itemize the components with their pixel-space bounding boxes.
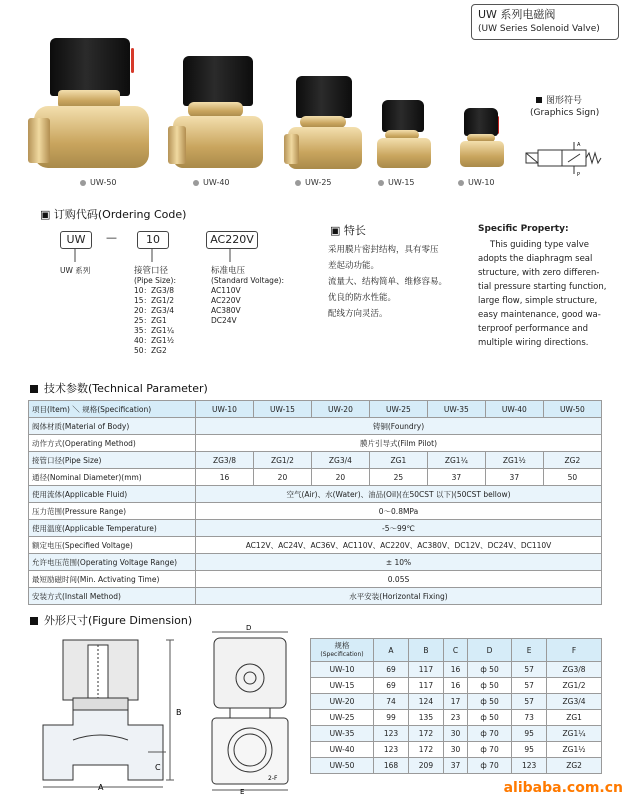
svg-text:C: C	[155, 763, 161, 772]
table-row: UW-25 99 135 23 ф 50 73 ZG1	[311, 710, 602, 726]
pipe-option: 15：ZG1/2	[134, 296, 175, 305]
table-row: 规格 (Specification) A B C D E F	[311, 639, 602, 662]
product-label-uw-25: UW-25	[295, 178, 332, 187]
features-heading: ▣ 特长	[330, 224, 366, 237]
graphics-sign-title: 图形符号	[536, 93, 582, 106]
table-row: UW-40 123 172 30 ф 70 95 ZG1½	[311, 742, 602, 758]
code-box-size: 10	[137, 231, 169, 249]
voltage-option: AC380V	[211, 306, 241, 315]
product-label-uw-40: UW-40	[193, 178, 230, 187]
table-row: 最短励磁时间(Min. Activating Time) 0.05S	[29, 571, 602, 588]
svg-text:A: A	[577, 142, 581, 148]
series-title-cn: UW 系列电磁阀	[478, 8, 556, 21]
pipe-option: 50：ZG2	[134, 346, 167, 355]
table-row: UW-50 168 209 37 ф 70 123 ZG2	[311, 758, 602, 774]
table-row: 额定电压(Specified Voltage) AC12V、AC24V、AC36V、AC110V、AC220V、AC380V、DC12V、DC24V、DC110V	[29, 537, 602, 554]
svg-text:2-F: 2-F	[268, 775, 278, 782]
table-row: UW-35 123 172 30 ф 70 95 ZG1¼	[311, 726, 602, 742]
table-row: 使用温度(Applicable Temperature) -5～99℃	[29, 520, 602, 537]
code-box-voltage: AC220V	[206, 231, 258, 249]
series-label: UW 系列	[60, 266, 91, 275]
svg-text:A: A	[98, 783, 104, 790]
pipe-option: 20：ZG3/4	[134, 306, 175, 315]
pipe-size-block: 接管口径 (Pipe Size): 10：ZG3/8 15：ZG1/2 20：ZG3/4 25：ZG1 35：ZG1¼ 40：ZG1½ 50：ZG2	[134, 266, 176, 355]
valve-uw-15-image	[374, 98, 434, 170]
dimension-table	[310, 638, 602, 774]
svg-text:P: P	[577, 172, 581, 178]
table-row: UW-20 74 124 17 ф 50 57 ZG3/4	[311, 694, 602, 710]
voltage-option: AC220V	[211, 296, 241, 305]
svg-text:B: B	[176, 708, 182, 717]
code-box-series: UW	[60, 231, 92, 249]
technical-heading: 技术参数(Technical Parameter)	[30, 380, 208, 396]
code-dash: —	[106, 231, 117, 244]
table-row: 通径(Nominal Diameter)(mm) 16 20 20 25 37 37 50	[29, 469, 602, 486]
watermark: alibaba.com.cn	[503, 780, 623, 796]
series-title-box	[471, 4, 619, 40]
svg-text:E: E	[240, 788, 245, 794]
specific-property-text: This guiding type valve adopts the diaphragm seal structure, with zero differen- tial pressure starting function, large flow, simple structure, easy maintenance, good wa- terproof performance and multiple wiring directions.	[478, 240, 607, 348]
table-row: 阀体材质(Material of Body) 铸铜(Foundry)	[29, 418, 602, 435]
pipe-option: 25：ZG1	[134, 316, 167, 325]
table-row: UW-15 69 117 16 ф 50 57 ZG1/2	[311, 678, 602, 694]
voltage-option: AC110V	[211, 286, 241, 295]
voltage-block: 标准电压 (Standard Voltage): AC110V AC220V AC380V DC24V	[211, 266, 285, 325]
end-view-drawing	[200, 624, 300, 794]
series-title-en: (UW Series Solenoid Valve)	[478, 24, 600, 34]
valve-uw-25-image	[284, 72, 366, 170]
pipe-option: 40：ZG1½	[134, 336, 175, 345]
product-label-uw-10: UW-10	[458, 178, 495, 187]
product-label-uw-15: UW-15	[378, 178, 415, 187]
cross-section-drawing	[38, 630, 188, 790]
pipe-option: 10：ZG3/8	[134, 286, 175, 295]
svg-text:D: D	[246, 624, 252, 632]
table-row: 使用流体(Applicable Fluid) 空气(Air)、水(Water)、油品(Oil)(在50CST 以下)(50CST bellow)	[29, 486, 602, 503]
valve-uw-40-image	[168, 48, 268, 168]
table-row: UW-10 69 117 16 ф 50 57 ZG3/8	[311, 662, 602, 678]
code-connector-lines	[60, 248, 260, 268]
specific-property-heading: Specific Property:	[478, 224, 569, 234]
table-row: 项目(Item) ＼ 规格(Specification) UW-10 UW-15 UW-20 UW-25 UW-35 UW-40 UW-50	[29, 401, 602, 418]
table-row: 接管口径(Pipe Size) ZG3/8 ZG1/2 ZG3/4 ZG1 ZG1¼ ZG1½ ZG2	[29, 452, 602, 469]
figure-heading: 外形尺寸(Figure Dimension)	[30, 612, 192, 628]
features-text: 采用膜片密封结构，具有零压 差起动功能。 流量大、结构简单、维修容易。 优良的防水性能。 配线方向灵活。	[328, 245, 448, 319]
valve-uw-10-image	[458, 106, 506, 168]
ordering-code-heading: ▣ 订购代码(Ordering Code)	[40, 208, 187, 221]
technical-table	[28, 400, 602, 605]
table-row: 动作方式(Operating Method) 膜片引导式(Film Pilot)	[29, 435, 602, 452]
voltage-option: DC24V	[211, 316, 237, 325]
graphics-sign-subtitle: (Graphics Sign)	[530, 108, 600, 118]
graphics-symbol-icon	[522, 138, 606, 178]
product-label-uw-50: UW-50	[80, 178, 117, 187]
table-row: 安装方式(Install Method) 水平安装(Horizontal Fixing)	[29, 588, 602, 605]
valve-uw-50-image	[28, 28, 163, 173]
table-row: 压力范围(Pressure Range) 0～0.8MPa	[29, 503, 602, 520]
pipe-option: 35：ZG1¼	[134, 326, 175, 335]
table-row: 允许电压范围(Operating Voltage Range) ± 10%	[29, 554, 602, 571]
